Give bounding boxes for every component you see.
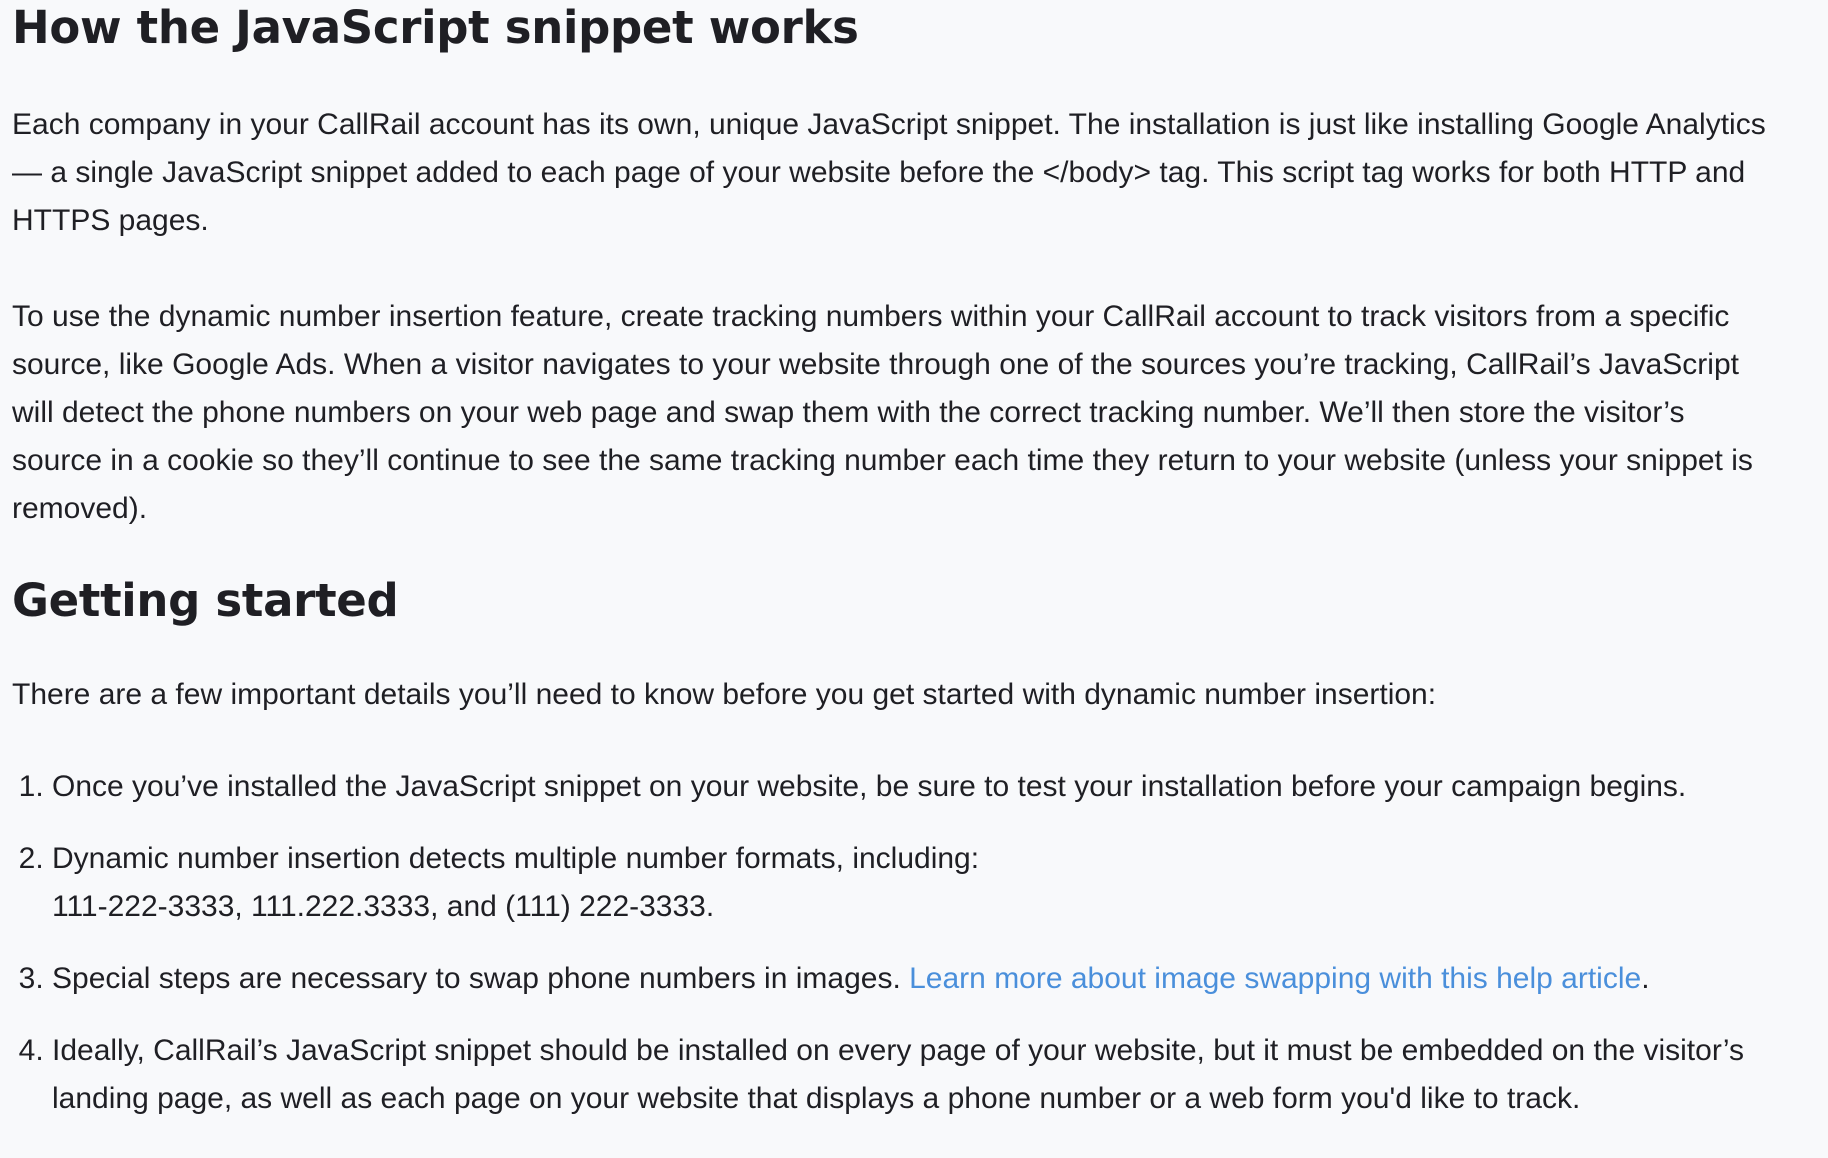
list-item — [52, 1027, 1772, 1123]
details-list — [12, 763, 1772, 1123]
list-item — [52, 763, 1772, 811]
list-item-punctuation: . — [1641, 962, 1650, 995]
paragraph-getting-started-lead: There are a few important details you’ll need to know before you get started with dynamic number insertion: — [12, 678, 1437, 711]
article-content — [12, 0, 1772, 1147]
list-item-text: Special steps are necessary to swap phone numbers in images. — [52, 962, 910, 995]
list-item-text: Once you’ve installed the JavaScript snippet on your website, be sure to test your installation before your campaign begins. — [52, 770, 1687, 803]
paragraph-dynamic-number-insertion: To use the dynamic number insertion feature, create tracking numbers within your CallRail account to track visitors from a specific source, like Google Ads. When a visitor navigates to your website through one of the sources you’re tracking, CallRail’s JavaScript will detect the phone numbers on your web page and swap them with the correct tracking number. We’ll then store the visitor’s source in a cookie so they’ll continue to see the same tracking number each time they return to your website (unless your snippet is removed). — [12, 300, 1753, 525]
list-item — [52, 955, 1772, 1003]
list-item-text: Ideally, CallRail’s JavaScript snippet should be installed on every page of your website, but it must be embedded on the visitor’s landing page, as well as each page on your website that displays a phone number or a web form you'd like to track. — [52, 1034, 1745, 1115]
paragraph-snippet-installation: Each company in your CallRail account has its own, unique JavaScript snippet. The installation is just like installing Google Analytics — a single JavaScript snippet added to each page of your website before the </body> tag. This script tag works for both HTTP and HTTPS pages. — [12, 108, 1766, 237]
section-heading-getting-started: Getting started — [12, 574, 399, 627]
list-item-text: Dynamic number insertion detects multiple number formats, including: — [52, 842, 980, 875]
number-formats-text: 111-222-3333, 111.222.3333, and (111) 222-3333. — [52, 890, 715, 923]
image-swapping-help-link[interactable]: Learn more about image swapping with this help article — [909, 962, 1642, 995]
section-heading-how-it-works: How the JavaScript snippet works — [12, 1, 859, 54]
list-item — [52, 835, 1772, 931]
